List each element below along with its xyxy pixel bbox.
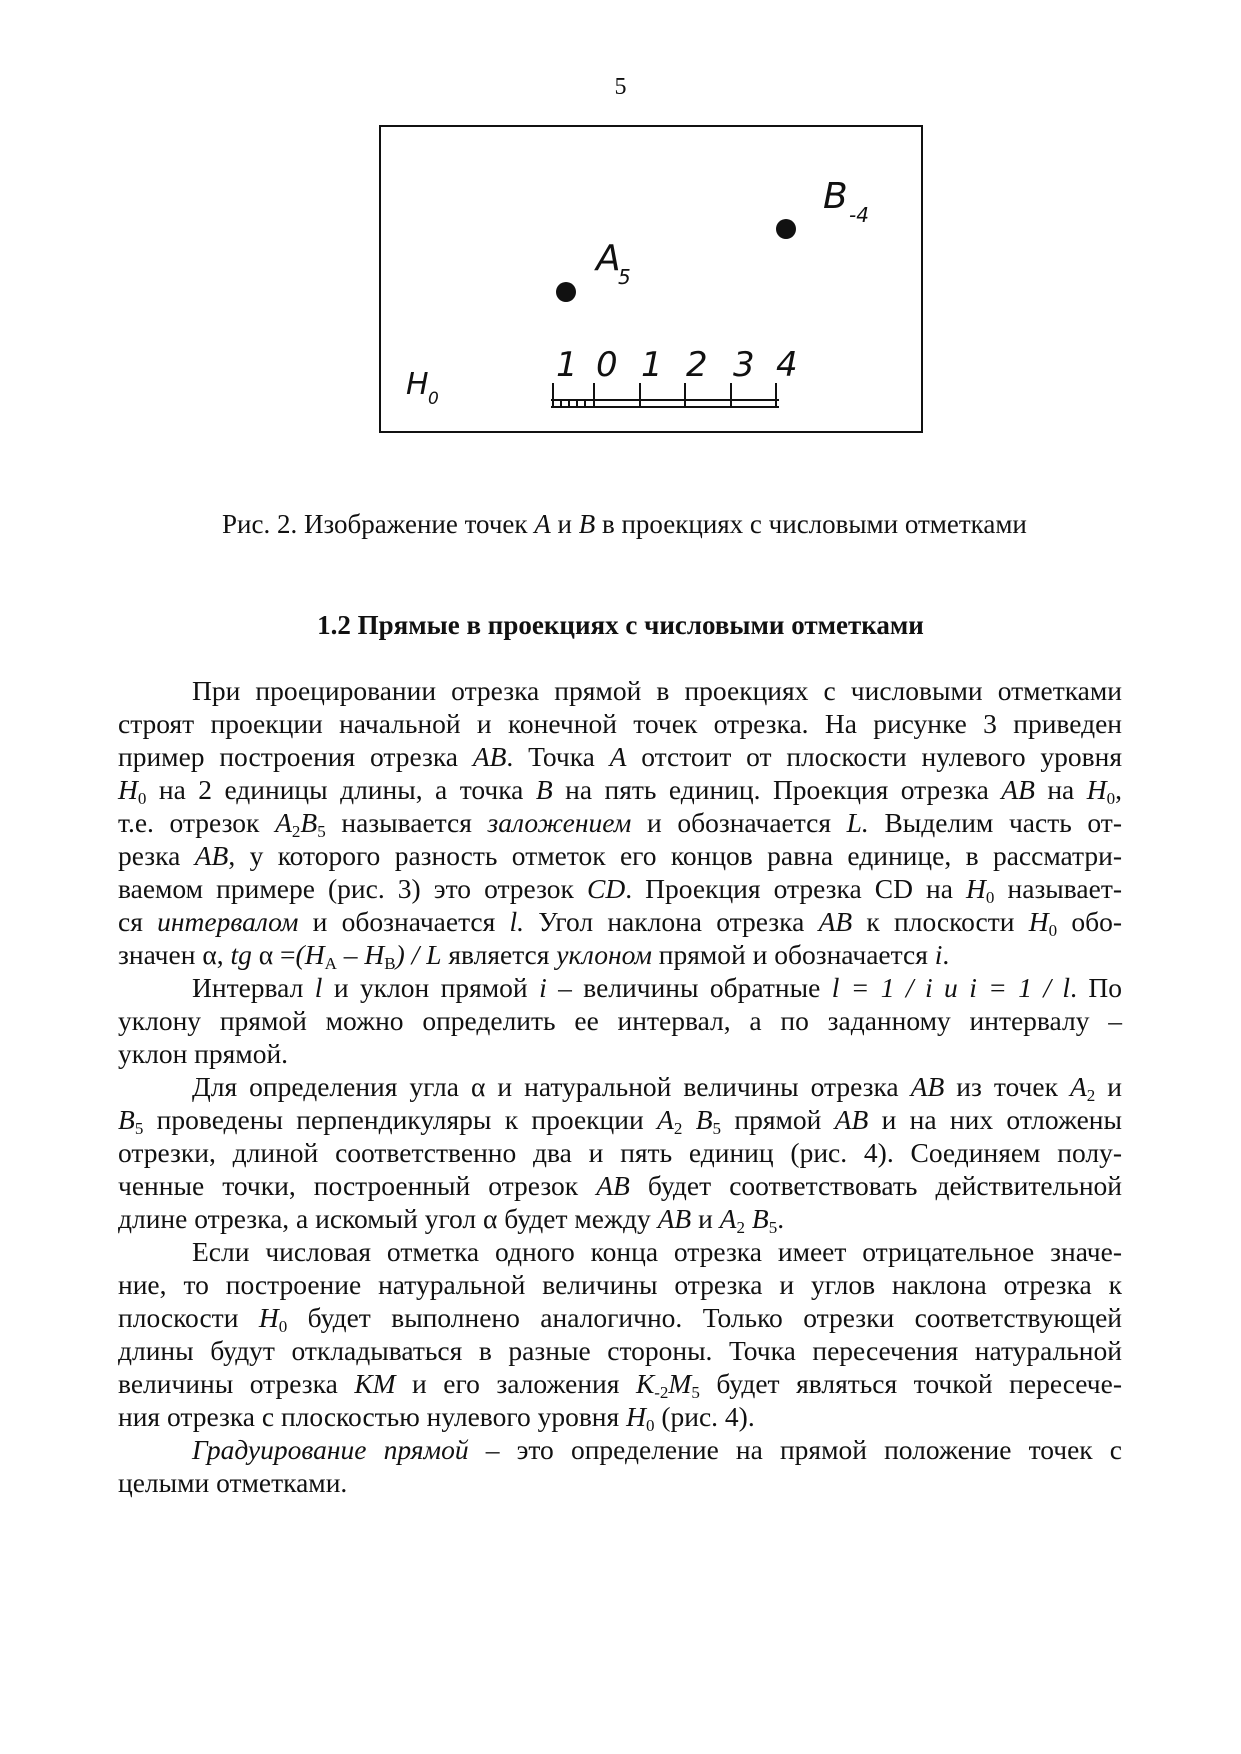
text-line: пример построения отрезка AB. Точка A отстоит от плоскости нулевого уровня bbox=[118, 741, 1123, 772]
plane-label: H bbox=[406, 367, 429, 402]
point-a-dot bbox=[556, 282, 576, 302]
point-b-dot bbox=[776, 219, 796, 239]
figure-frame bbox=[380, 126, 922, 432]
linear-scale bbox=[551, 383, 779, 407]
text-line: ваемом примере (рис. 3) это отрезок CD. Проекция отрезка CD на $H_0$ называет- bbox=[118, 873, 1122, 907]
text-line: При проецировании отрезка прямой в проекциях с числовыми отметками bbox=[192, 675, 1122, 706]
paragraph-1 bbox=[118, 674, 1122, 971]
text-line: уклону прямой можно определить ее интервал, а по заданному интервалу – bbox=[118, 1005, 1122, 1036]
page-number: 5 bbox=[614, 74, 627, 100]
scale-label: 1 bbox=[641, 345, 663, 385]
scale-label: 4 bbox=[776, 345, 798, 385]
figure-2-drawing bbox=[378, 124, 924, 436]
text-line: Градуирование прямой – это определение на прямой положение точек с bbox=[192, 1434, 1122, 1465]
text-line: $B_5$ проведены перпендикуляры к проекции $A_2$ $B_5$ прямой AB и на них отложены bbox=[118, 1104, 1122, 1138]
text-line: целыми отметками. bbox=[118, 1467, 348, 1498]
text-line: Для определения угла α и натуральной величины отрезка AB из точек $A_2$ и bbox=[192, 1071, 1123, 1105]
text-line: длины будут откладываться в разные стороны. Точка пересечения натуральной bbox=[118, 1335, 1122, 1366]
scale-label: 0 bbox=[596, 345, 618, 385]
figure-caption: Рис. 2. Изображение точек A и B в проекциях с числовыми отметками bbox=[222, 509, 1027, 539]
text-line: Интервал l и уклон прямой i – величины обратные l = 1 / i и i = 1 / l. По bbox=[192, 972, 1122, 1003]
point-a-label: A bbox=[596, 238, 621, 279]
paragraph-3 bbox=[118, 1070, 1122, 1235]
scale-label: 2 bbox=[686, 345, 708, 385]
section-heading: 1.2 Прямые в проекциях с числовыми отметками bbox=[317, 610, 924, 640]
paragraph-2 bbox=[118, 971, 1122, 1070]
text-line: длине отрезка, а искомый угол α будет между AB и $A_2$ $B_5$. bbox=[118, 1203, 785, 1237]
text-line: уклон прямой. bbox=[118, 1038, 289, 1069]
text-line: ченные точки, построенный отрезок AB будет соответствовать действительной bbox=[118, 1170, 1122, 1201]
figure-2 bbox=[378, 124, 924, 436]
text-line: значен α, tg $\alpha =(H_A - H_B) / L$ является уклоном прямой и обозначается i. bbox=[118, 939, 950, 973]
point-b-mark: -4 bbox=[849, 203, 869, 227]
text-line: ся интервалом и обозначается l. Угол наклона отрезка AB к плоскости $H_0$ обо- bbox=[118, 906, 1123, 940]
plane-index: 0 bbox=[428, 389, 439, 409]
text-line: плоскости $H_0$ будет выполнено аналогично. Только отрезки соответствующей bbox=[118, 1302, 1122, 1336]
text-line: т.е. отрезок $A_2B_5$ называется заложением и обозначается L. Выделим часть от- bbox=[118, 807, 1122, 841]
scale-label: 1 bbox=[556, 345, 578, 385]
text-line: $H_0$ на 2 единицы длины, а точка B на пять единиц. Проекция отрезка AB на $H_0$, bbox=[118, 774, 1122, 808]
text-line: отрезки, длиной соответственно два и пять единиц (рис. 4). Соединяем полу- bbox=[118, 1137, 1122, 1168]
point-a-mark: 5 bbox=[618, 265, 631, 289]
scale-label: 3 bbox=[733, 345, 755, 385]
text-line: ния отрезка с плоскостью нулевого уровня $H_0$ (рис. 4). bbox=[118, 1401, 755, 1435]
paragraph-4 bbox=[118, 1235, 1122, 1433]
text-line: ние, то построение натуральной величины отрезка и углов наклона отрезка к bbox=[118, 1269, 1122, 1300]
text-line: строят проекции начальной и конечной точек отрезка. На рисунке 3 приведен bbox=[118, 708, 1122, 739]
text-line: величины отрезка КМ и его заложения $К_{-2}М_5$ будет являться точкой пересече- bbox=[118, 1368, 1122, 1402]
text-line: Если числовая отметка одного конца отрезка имеет отрицательное значе- bbox=[192, 1236, 1122, 1267]
paragraph-5 bbox=[118, 1433, 1122, 1499]
point-b-label: B bbox=[823, 176, 848, 217]
text-line: резка AB, у которого разность отметок его концов равна единице, в рассматри- bbox=[118, 840, 1123, 871]
